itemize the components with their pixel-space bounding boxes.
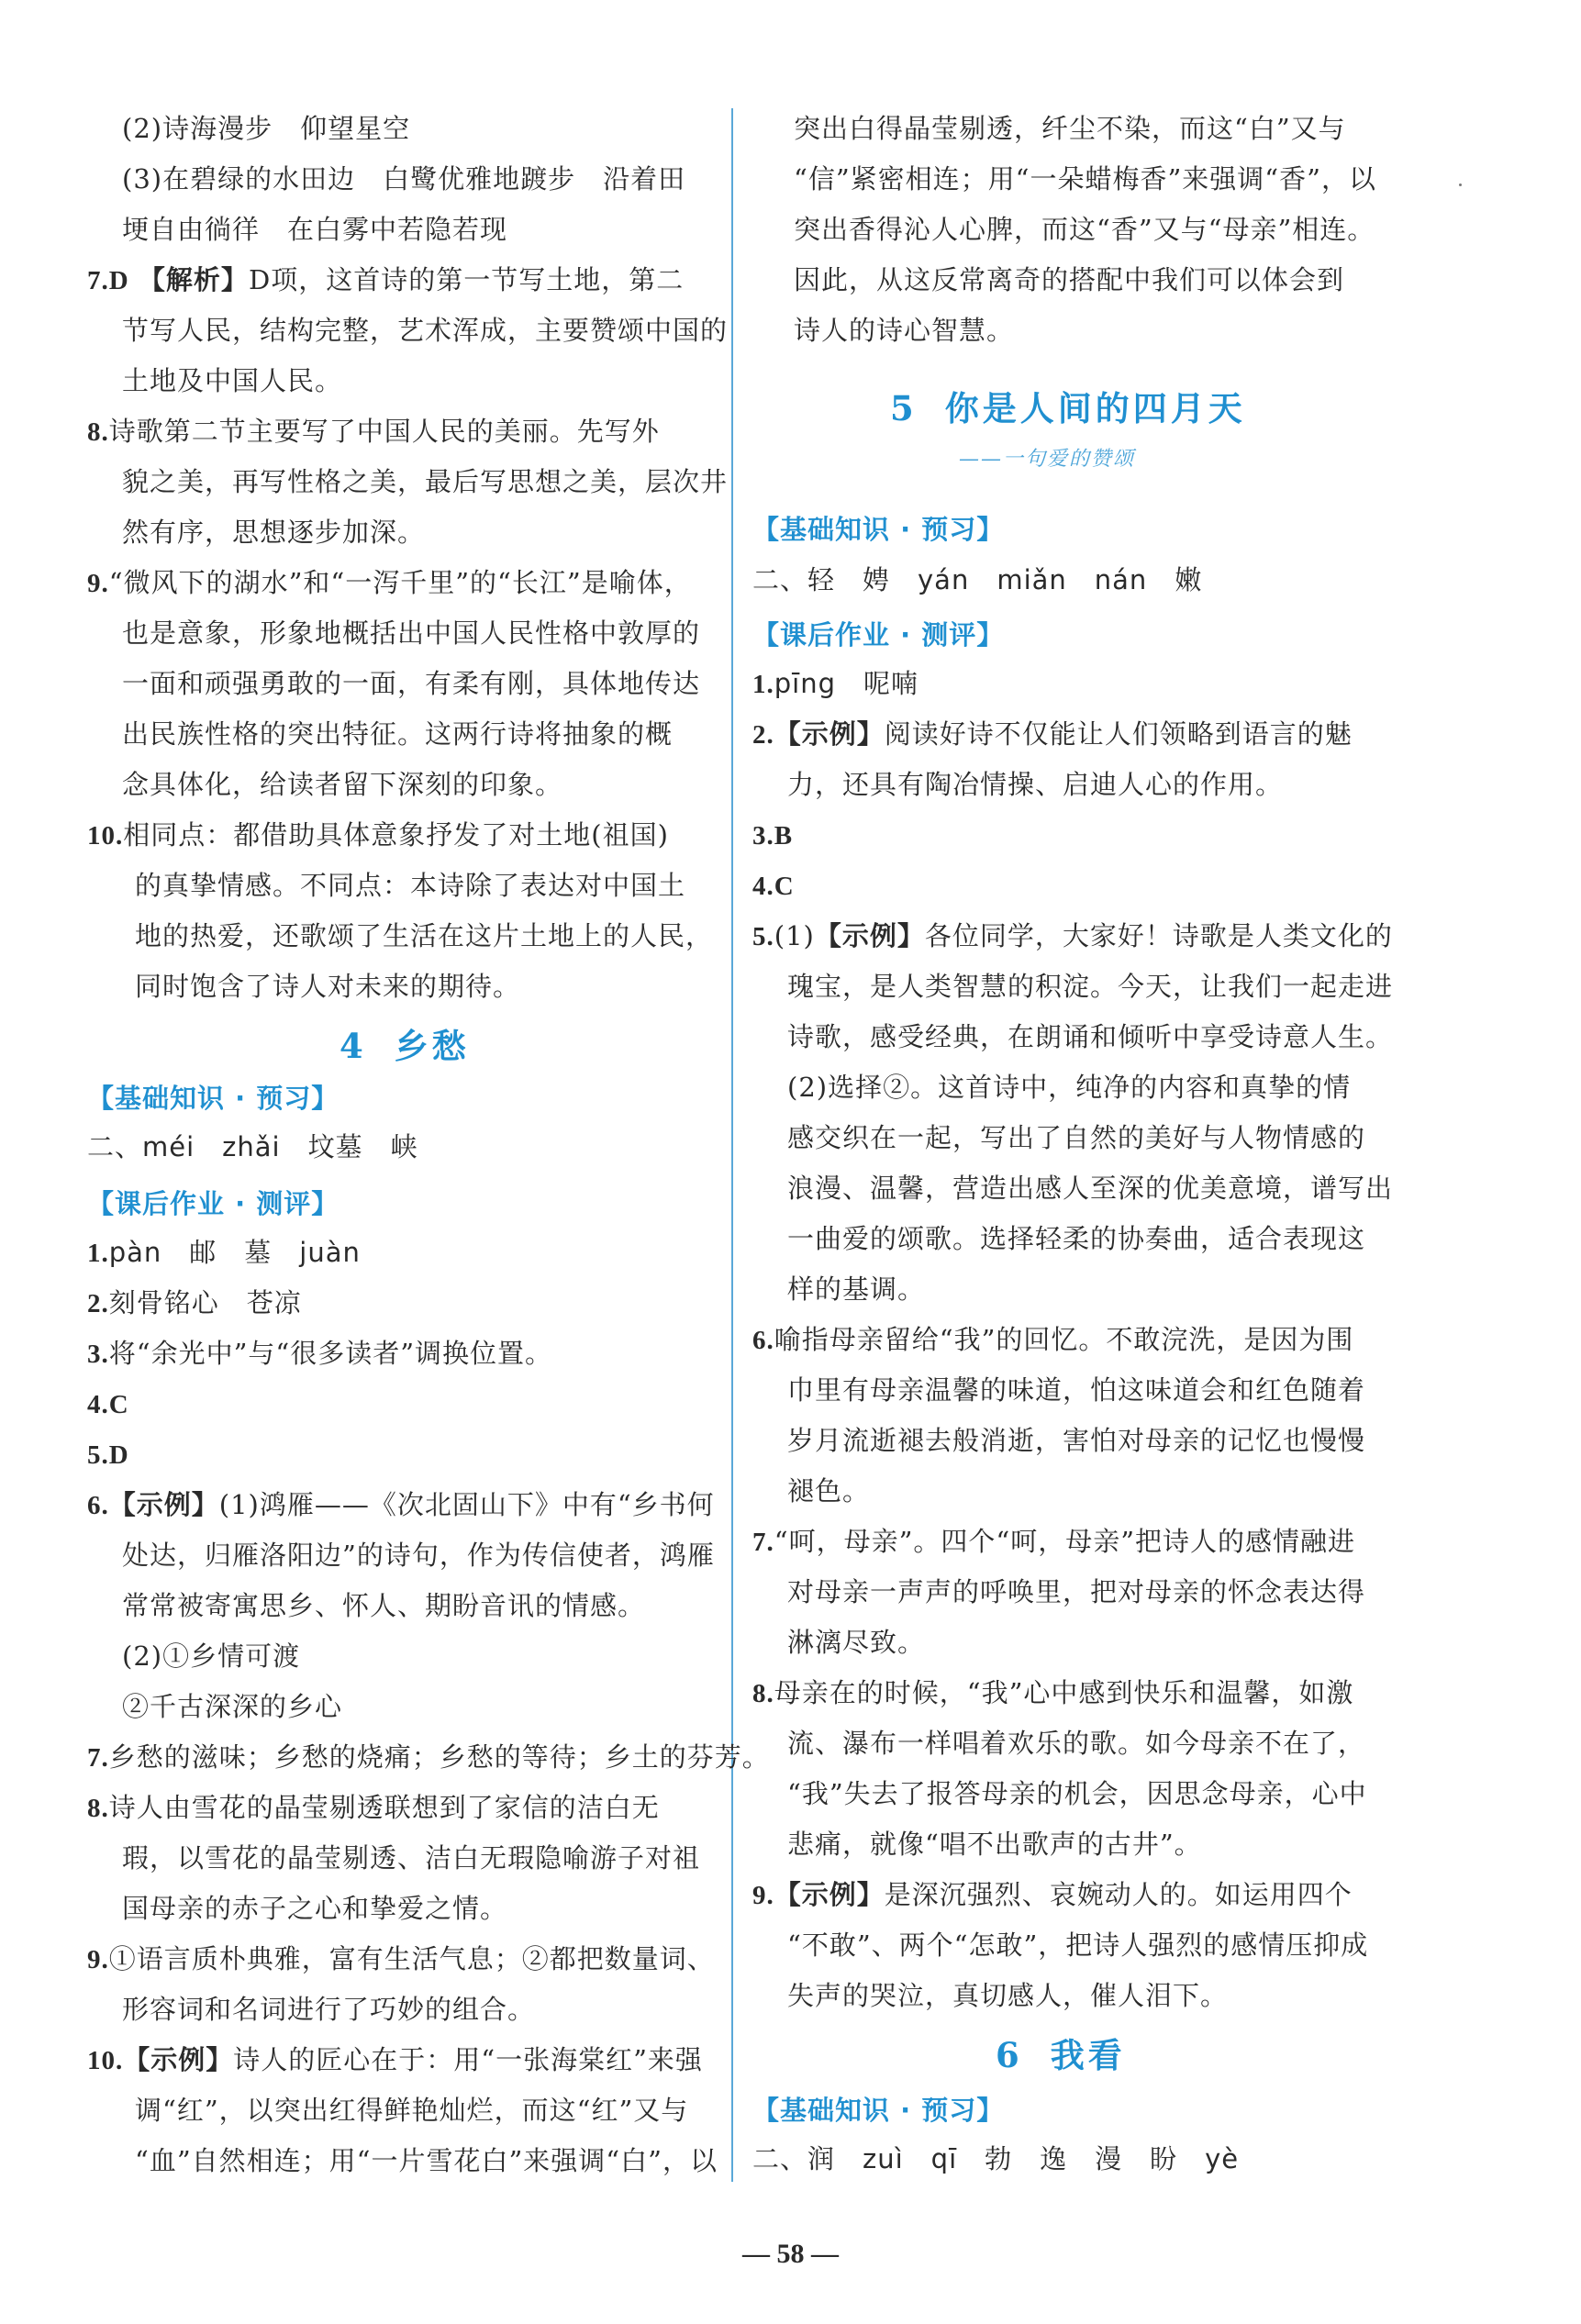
example-tag: 【示例】 [774, 1879, 885, 1910]
answer-text: 轻 娉 yán miǎn nán 嫩 [807, 564, 1203, 595]
basic-answer [752, 2141, 1239, 2177]
question-number: 3. [87, 1340, 109, 1369]
question-number: 8. [87, 417, 109, 447]
answer-line: 流、瀑布一样唱着欢乐的歌。如今母亲不在了， [787, 1728, 1366, 1759]
question-number: 2. [87, 1289, 109, 1318]
answer-line: 地的热爱，还歌颂了生活在这片土地上的人民， [135, 920, 714, 951]
question-5 [87, 1436, 129, 1473]
question-3 [752, 817, 793, 853]
question-7 [87, 261, 684, 298]
answer-line: (2)诗海漫步 仰望星空 [122, 113, 411, 144]
answer-text: D项，这首诗的第一节写土地，第二 [248, 264, 685, 295]
answer-line: 处达，归雁洛阳边”的诗句，作为传信使者，鸿雁 [122, 1540, 715, 1571]
answer-line: 的真挚情感。不同点：本诗除了表达对中国土 [135, 870, 686, 901]
answer-line: 貌之美，再写性格之美，最后写思想之美，层次井 [122, 466, 729, 497]
answer-line: “信”紧密相连；用“一朵蜡梅香”来强调“香”，以 [794, 163, 1376, 195]
question-6 [752, 1321, 1353, 1358]
question-number: 1. [87, 1239, 109, 1268]
answer-text: 诗歌第二节主要写了中国人民的美丽。先写外 [108, 416, 660, 447]
section-basic-knowledge: 【基础知识 · 预习】 [87, 1083, 340, 1114]
answer-line: 出民族性格的突出特征。这两行诗将抽象的概 [122, 718, 674, 750]
chapter-title: 你是人间的四月天 [944, 388, 1246, 428]
answer-line: 失声的哭泣，真切感人，催人泪下。 [787, 1980, 1229, 2011]
section-homework: 【课后作业 · 测评】 [752, 619, 1005, 650]
answer-choice: B [774, 821, 794, 851]
question-number: 7. [752, 1528, 774, 1557]
answer-text: 各位同学，大家好！诗歌是人类文化的 [924, 920, 1393, 951]
page-number: — 58 — [742, 2239, 839, 2269]
answer-line: 诗歌，感受经典，在朗诵和倾听中享受诗意人生。 [787, 1021, 1394, 1052]
answer-line: 然有序，思想逐步加深。 [122, 517, 426, 548]
question-1 [87, 1234, 361, 1271]
question-number: 5. [87, 1440, 109, 1470]
question-1 [752, 665, 919, 702]
question-4 [752, 867, 795, 904]
question-number: 10. [87, 2046, 124, 2075]
answer-text: pàn 邮 墓 juàn [108, 1237, 361, 1268]
question-2 [752, 716, 1353, 752]
answer-text: 刻骨铭心 苍凉 [108, 1287, 302, 1318]
answer-line: 埂自由徜徉 在白雾中若隐若现 [122, 214, 508, 245]
section-basic-knowledge: 【基础知识 · 预习】 [752, 2095, 1005, 2126]
question-number: 9. [87, 1945, 109, 1974]
question-8 [752, 1674, 1353, 1711]
column-divider [731, 108, 733, 2182]
question-number: 3. [752, 821, 774, 851]
example-tag: 【示例】 [774, 718, 885, 750]
answer-line: 样的基调。 [787, 1273, 926, 1305]
chapter-title: 乡愁 [394, 1026, 470, 1066]
item-prefix: 二、 [87, 1131, 143, 1162]
chapter-number: 5 [890, 388, 918, 428]
question-7 [752, 1523, 1355, 1560]
question-6 [87, 1486, 715, 1523]
answer-text: méi zhǎi 坟墓 峡 [142, 1131, 418, 1162]
question-8 [87, 1789, 660, 1826]
question-7 [87, 1739, 770, 1775]
speck [1459, 183, 1462, 186]
example-tag: 【示例】 [108, 1489, 219, 1520]
answer-line: 形容词和名词进行了巧妙的组合。 [122, 1994, 536, 2025]
answer-line: 突出香得沁人心脾，而这“香”又与“母亲”相连。 [794, 214, 1375, 245]
question-number: 8. [87, 1794, 109, 1823]
answer-line: 同时饱含了诗人对未来的期待。 [135, 971, 521, 1002]
answer-line: 调“红”，以突出红得鲜艳灿烂，而这“红”又与 [135, 2095, 689, 2126]
chapter-number: 4 [340, 1026, 367, 1066]
answer-line: 常常被寄寓思乡、怀人、期盼音讯的情感。 [122, 1590, 646, 1621]
basic-answer [87, 1129, 418, 1165]
answer-text: pīng 呢喃 [774, 668, 919, 699]
answer-text: 阅读好诗不仅能让人们领略到语言的魅 [884, 718, 1353, 750]
question-number: 4. [752, 872, 774, 901]
question-number: 9. [752, 1881, 774, 1910]
answer-choice: D [108, 266, 129, 295]
answer-line: 浪漫、温馨，营造出感人至深的优美意境，谱写出 [787, 1173, 1394, 1204]
answer-line: 悲痛，就像“唱不出歌声的古井”。 [787, 1829, 1202, 1860]
question-number: 6. [87, 1491, 109, 1520]
answer-line: “血”自然相连；用“一片雪花白”来强调“白”，以 [135, 2145, 718, 2176]
answer-line: 节写人民，结构完整，艺术浑成，主要赞颂中国的 [122, 315, 729, 346]
answer-text: 诗人由雪花的晶莹剔透联想到了家信的洁白无 [108, 1792, 660, 1823]
question-number: 2. [752, 720, 774, 750]
chapter-title: 我看 [1050, 2035, 1126, 2075]
answer-text: 乡愁的滋味；乡愁的烧痛；乡愁的等待；乡土的芬芳。 [108, 1741, 770, 1773]
answer-line: 一面和顽强勇敢的一面，有柔有刚，具体地传达 [122, 668, 701, 699]
answer-text: 母亲在的时候，“我”心中感到快乐和温馨，如激 [774, 1677, 1354, 1708]
question-8 [87, 413, 660, 450]
question-number: 5. [752, 922, 774, 951]
answer-line: 念具体化，给读者留下深刻的印象。 [122, 769, 563, 800]
answer-choice: C [774, 872, 795, 901]
answer-line: (3)在碧绿的水田边 白鹭优雅地踱步 沿着田 [122, 163, 686, 195]
answer-text: (1)鸿雁——《次北固山下》中有“乡书何 [218, 1489, 715, 1520]
answer-text: “呵，母亲”。四个“呵，母亲”把诗人的感情融进 [774, 1526, 1356, 1557]
answer-line: 巾里有母亲温馨的味道，怕这味道会和红色随着 [787, 1374, 1366, 1406]
answer-line: 瑰宝，是人类智慧的积淀。今天，让我们一起走进 [787, 971, 1394, 1002]
question-number: 1. [752, 670, 774, 699]
question-number: 9. [87, 569, 109, 598]
answer-line: 诗人的诗心智慧。 [794, 315, 1015, 346]
answer-line: (2)①乡情可渡 [122, 1640, 301, 1672]
question-10 [87, 2041, 703, 2078]
answer-choice: D [108, 1440, 129, 1470]
sub-question-number: (1) [774, 920, 815, 951]
question-10 [87, 817, 669, 853]
answer-line: 对母亲一声声的呼唤里，把对母亲的怀念表达得 [787, 1576, 1366, 1607]
question-9 [87, 1940, 715, 1977]
section-homework: 【课后作业 · 测评】 [87, 1188, 340, 1219]
item-prefix: 二、 [752, 564, 808, 595]
analysis-tag: 【解析】 [138, 264, 249, 295]
answer-text: “微风下的湖水”和“一泻千里”的“长江”是喻体， [108, 567, 692, 598]
basic-answer [752, 562, 1202, 598]
answer-line: “不敢”、两个“怎敢”，把诗人强烈的感情压抑成 [787, 1929, 1369, 1961]
section-basic-knowledge: 【基础知识 · 预习】 [752, 514, 1005, 545]
question-9 [87, 564, 692, 601]
question-number: 8. [752, 1679, 774, 1708]
answer-line: 岁月流逝褪去般消逝，害怕对母亲的记忆也慢慢 [787, 1425, 1366, 1456]
answer-line: 国母亲的赤子之心和挚爱之情。 [122, 1893, 508, 1924]
answer-text: 润 zuì qī 勃 逸 漫 盼 yè [807, 2143, 1240, 2174]
question-3 [87, 1335, 552, 1372]
answer-line: 因此，从这反常离奇的搭配中我们可以体会到 [794, 264, 1345, 295]
answer-text: 是深沉强烈、哀婉动人的。如运用四个 [884, 1879, 1353, 1910]
answer-choice: C [108, 1390, 129, 1419]
question-number: 6. [752, 1326, 774, 1355]
chapter-5-heading [890, 381, 1246, 430]
answer-line: 感交织在一起，写出了自然的美好与人物情感的 [787, 1122, 1366, 1153]
answer-line: (2)选择②。这首诗中，纯净的内容和真挚的情 [787, 1072, 1352, 1103]
answer-line: 瑕，以雪花的晶莹剔透、洁白无瑕隐喻游子对祖 [122, 1842, 701, 1874]
answer-text: 将“余光中”与“很多读者”调换位置。 [108, 1338, 553, 1369]
question-number: 4. [87, 1390, 109, 1419]
answer-line: 也是意象，形象地概括出中国人民性格中敦厚的 [122, 617, 701, 649]
question-number: 7. [87, 1743, 109, 1773]
question-number: 10. [87, 821, 124, 851]
chapter-4-heading [340, 1018, 470, 1068]
chapter-subtitle: ——一句爱的赞颂 [959, 448, 1136, 471]
question-4 [87, 1385, 129, 1422]
answer-line: ②千古深深的乡心 [122, 1691, 343, 1722]
example-tag: 【示例】 [814, 920, 925, 951]
answer-line: 淋漓尽致。 [787, 1627, 926, 1658]
answer-line: 一曲爱的颂歌。选择轻柔的协奏曲，适合表现这 [787, 1223, 1366, 1254]
item-prefix: 二、 [752, 2143, 808, 2174]
answer-text: 诗人的匠心在于：用“一张海棠红”来强 [233, 2044, 703, 2075]
answer-line: 褪色。 [787, 1475, 871, 1507]
example-tag: 【示例】 [123, 2044, 234, 2075]
answer-text: ①语言质朴典雅，富有生活气息；②都把数量词、 [108, 1943, 715, 1974]
chapter-number: 6 [996, 2035, 1023, 2075]
answer-text: 相同点：都借助具体意象抒发了对土地(祖国) [123, 819, 669, 851]
question-2 [87, 1284, 302, 1321]
question-5 [752, 917, 1393, 954]
question-number: 7. [87, 266, 109, 295]
answer-line: 力，还具有陶冶情操、启迪人心的作用。 [787, 769, 1284, 800]
answer-line: “我”失去了报答母亲的机会，因思念母亲，心中 [787, 1778, 1367, 1809]
answer-text: 喻指母亲留给“我”的回忆。不敢浣洗，是因为围 [774, 1324, 1354, 1355]
chapter-6-heading [996, 2028, 1126, 2077]
question-9 [752, 1876, 1353, 1913]
answer-line: 突出白得晶莹剔透，纤尘不染，而这“白”又与 [794, 113, 1346, 144]
answer-line: 土地及中国人民。 [122, 365, 343, 396]
